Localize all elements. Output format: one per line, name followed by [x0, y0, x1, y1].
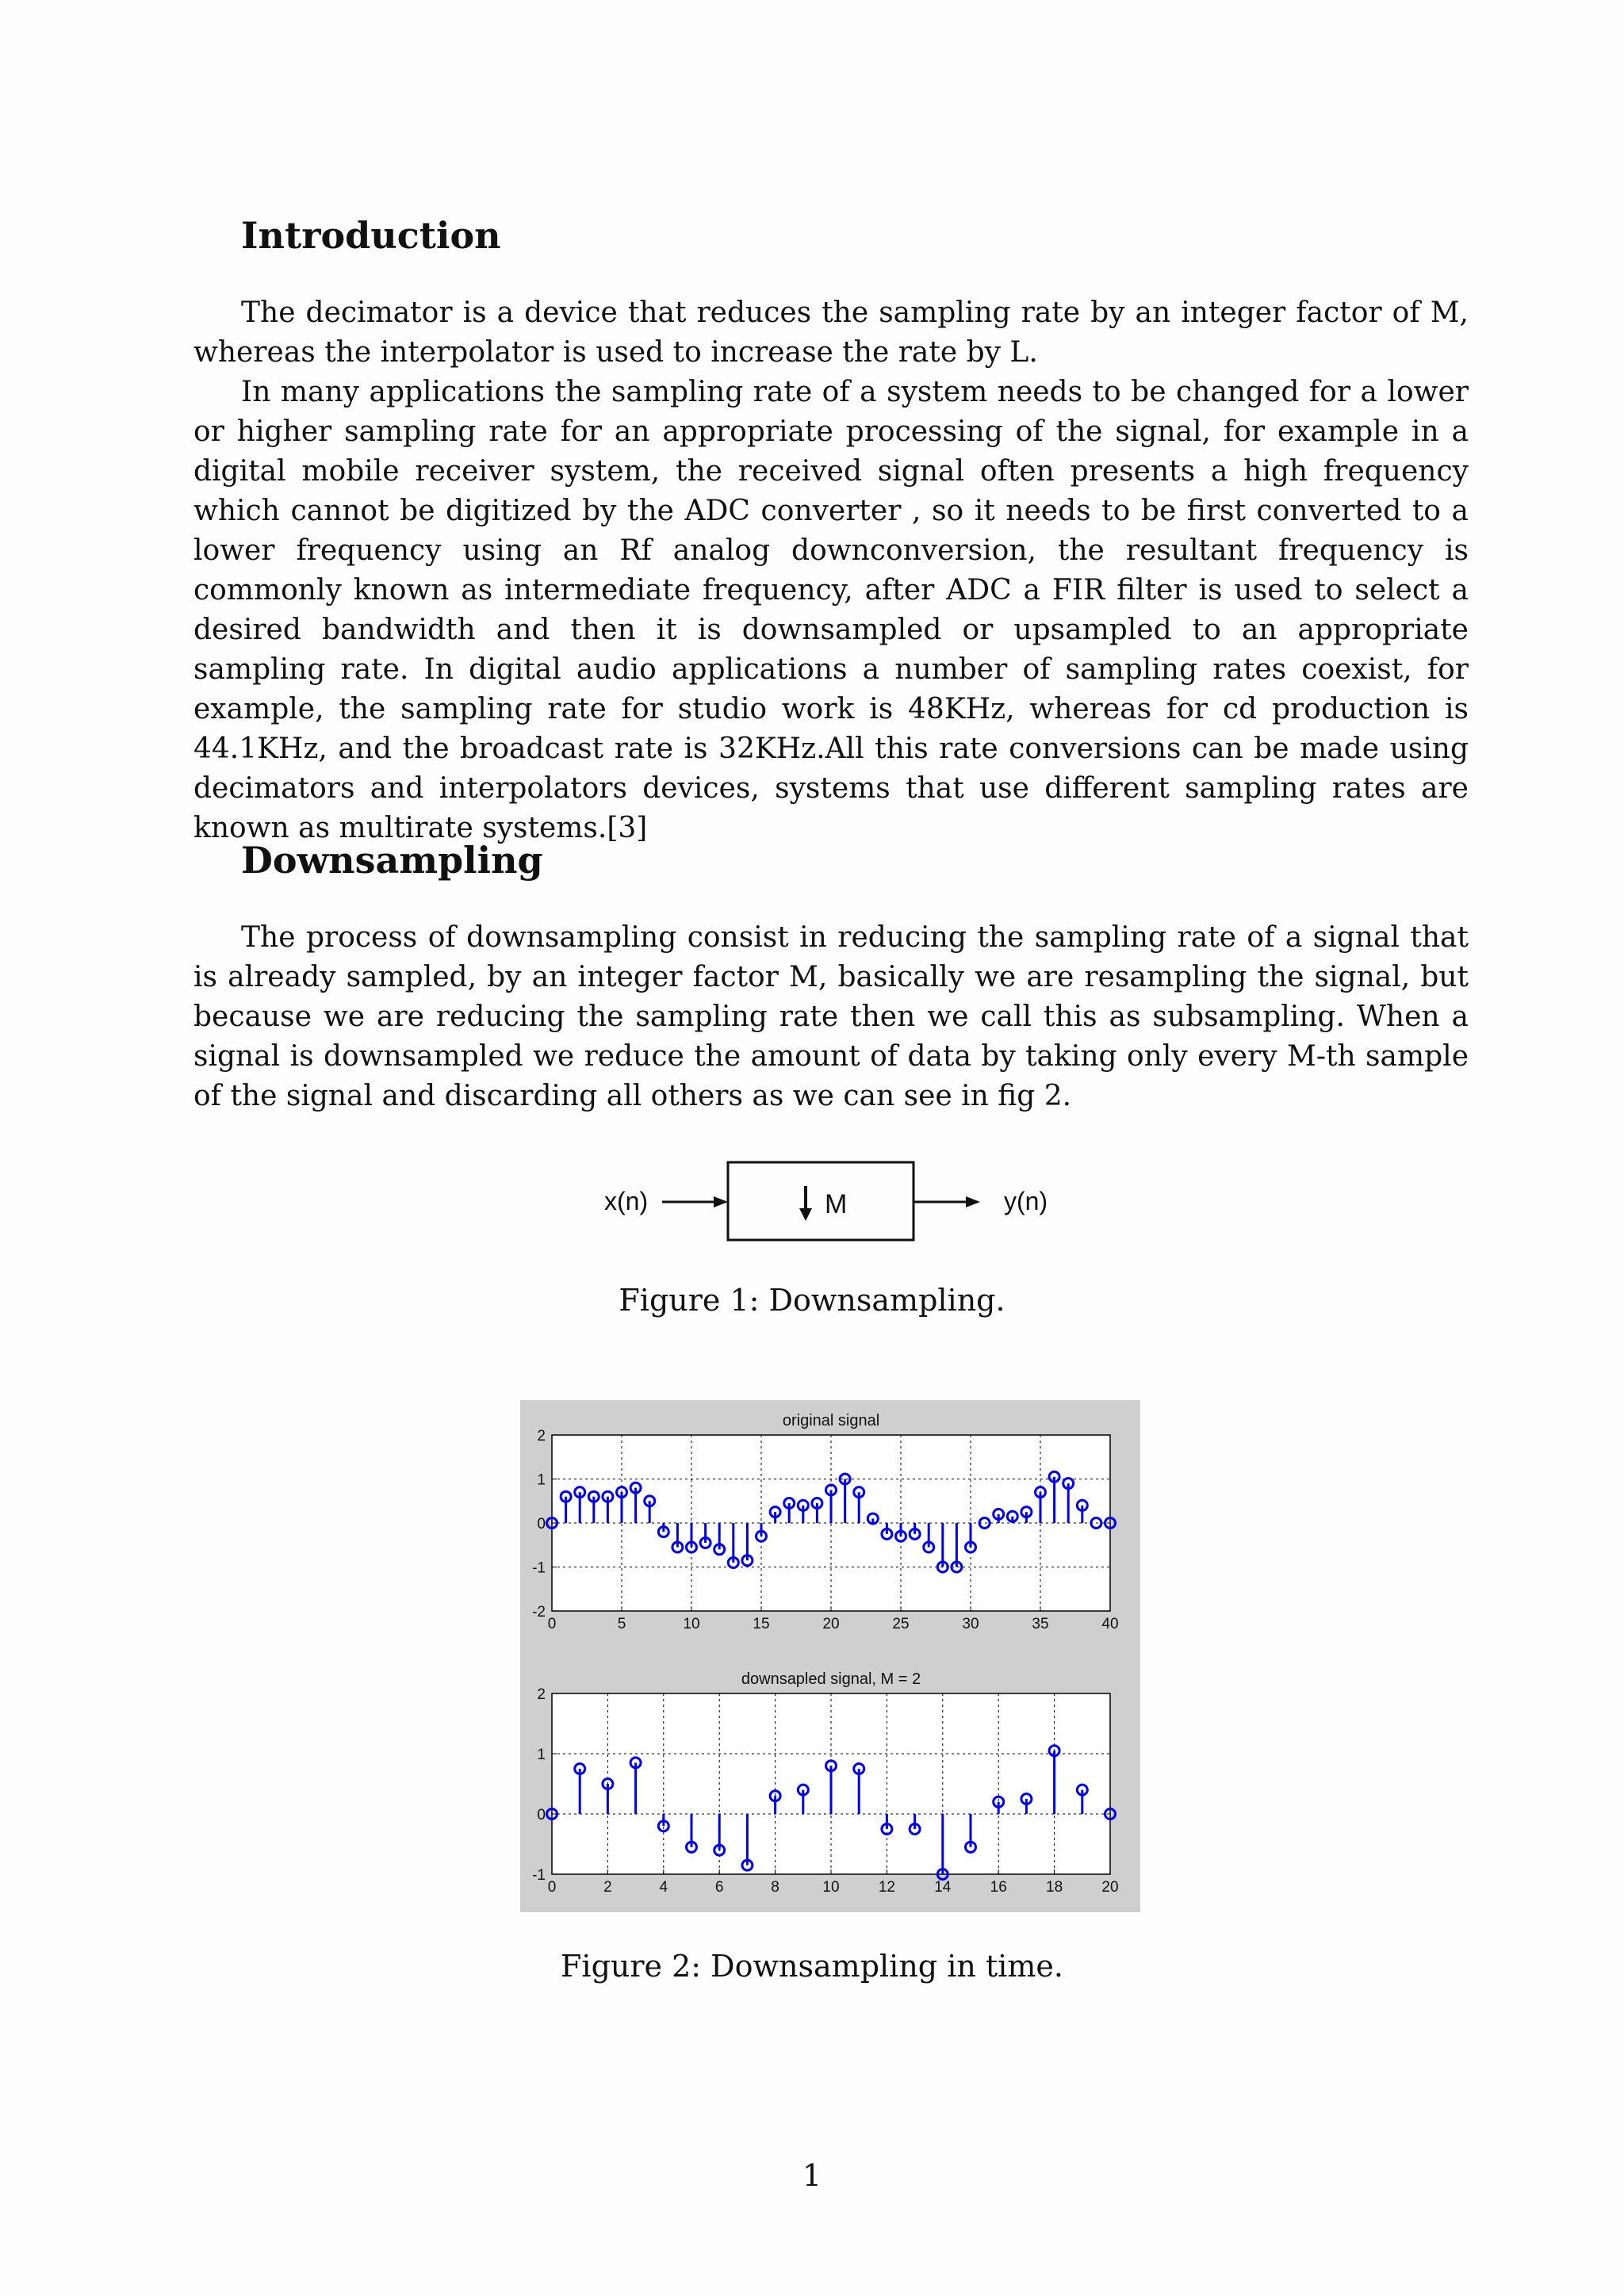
- plot1-ytick-label: 0: [537, 1516, 546, 1533]
- plot1-xtick-label: 0: [547, 1616, 557, 1632]
- output-arrowhead-icon: [966, 1196, 980, 1207]
- page-number: 1: [802, 2158, 822, 2193]
- down-arrow-icon: [799, 1208, 812, 1221]
- plot1-xtick-label: 35: [1032, 1616, 1049, 1632]
- section-title-introduction: Introduction: [241, 214, 501, 257]
- plot1-xtick-label: 40: [1101, 1616, 1119, 1632]
- downsampling-paragraph-1: The process of downsampling consist in reducing the sampling rate of a signal that is already sampled, by an integer factor M, basically we are resampling the signal, but because we are reducing the sampling rate then we call this as subsampling. When a signal is downsampled we reduce the amount of data by taking only every M-th sample of the signal and discarding all others as we can see in fig 2.: [193, 921, 1469, 1112]
- plot2-xtick-label: 10: [822, 1879, 840, 1896]
- section-title-downsampling: Downsampling: [241, 839, 543, 882]
- figure-2-plot-panel: [520, 1400, 1140, 1912]
- plot2-xtick-label: 0: [547, 1879, 557, 1896]
- plot1-xtick-label: 15: [753, 1616, 770, 1632]
- plot2-xtick-label: 4: [659, 1879, 668, 1896]
- plot2-xtick-label: 14: [934, 1879, 952, 1896]
- intro-paragraph-2: In many applications the sampling rate of a system needs to be changed for a lower or higher sampling rate for an appropriate processing of the signal, for example in a digital mobile receiver system, the received signal often presents a high frequency which cannot be digitized by the ADC converter , so it needs to be first converted to a lower frequency using an Rf analog downconversion, the resultant frequency is commonly known as intermediate frequency, after ADC a FIR filter is used to select a desired bandwidth and then it is downsampled or upsampled to an appropriate sampling rate. In digital audio applications a number of sampling rates coexist, for example, the sampling rate for studio work is 48KHz, whereas for cd production is 44.1KHz, and the broadcast rate is 32KHz.All this rate conversions can be made using decimators and interpolators devices, systems that use different sampling rates are known as multirate systems.[3]: [193, 376, 1469, 844]
- plot1-ytick-label: 1: [537, 1471, 546, 1489]
- plot2-xtick-label: 2: [603, 1879, 612, 1896]
- output-label: y(n): [1004, 1187, 1048, 1215]
- plot2-xtick-label: 8: [771, 1879, 779, 1896]
- intro-paragraph-1: The decimator is a device that reduces the sampling rate by an integer factor of M, whereas the interpolator is used to increase the rate by L.: [193, 297, 1469, 369]
- plot2-xtick-label: 20: [1101, 1879, 1119, 1896]
- block-label: M: [825, 1189, 848, 1219]
- plot2-ytick-label: -1: [532, 1867, 546, 1884]
- plot2-xtick-label: 18: [1046, 1879, 1063, 1896]
- plot2-xtick-label: 16: [990, 1879, 1007, 1896]
- plot1-xtick-label: 10: [683, 1616, 700, 1632]
- plot2-ytick-label: 0: [537, 1807, 546, 1823]
- plot1-xtick-label: 20: [822, 1616, 840, 1632]
- plot1-ytick-label: -1: [532, 1559, 546, 1577]
- input-arrowhead-icon: [714, 1196, 728, 1207]
- plot2-ytick-label: 1: [537, 1747, 546, 1763]
- plot1-xtick-label: 5: [617, 1616, 626, 1632]
- figure-1-caption: Figure 1: Downsampling.: [619, 1283, 1005, 1318]
- plot2-title: downsapled signal, M = 2: [741, 1670, 921, 1688]
- input-label: x(n): [604, 1187, 649, 1215]
- downsampling-block-diagram: [587, 1148, 1063, 1259]
- plot1-xtick-label: 30: [962, 1616, 979, 1632]
- plot1-ytick-label: -2: [532, 1604, 546, 1621]
- plot2-ytick-label: 2: [537, 1686, 546, 1703]
- downsampler-block: [728, 1162, 914, 1240]
- plot2-xtick-label: 12: [878, 1879, 895, 1896]
- plot1-ytick-label: 2: [537, 1428, 546, 1445]
- plot1-xtick-label: 25: [892, 1616, 910, 1632]
- plot2-xtick-label: 6: [714, 1879, 724, 1896]
- figure-2-stem-plots: [520, 1400, 1140, 1912]
- plot1-title: original signal: [782, 1412, 880, 1429]
- figure-2-caption: Figure 2: Downsampling in time.: [561, 1949, 1063, 1984]
